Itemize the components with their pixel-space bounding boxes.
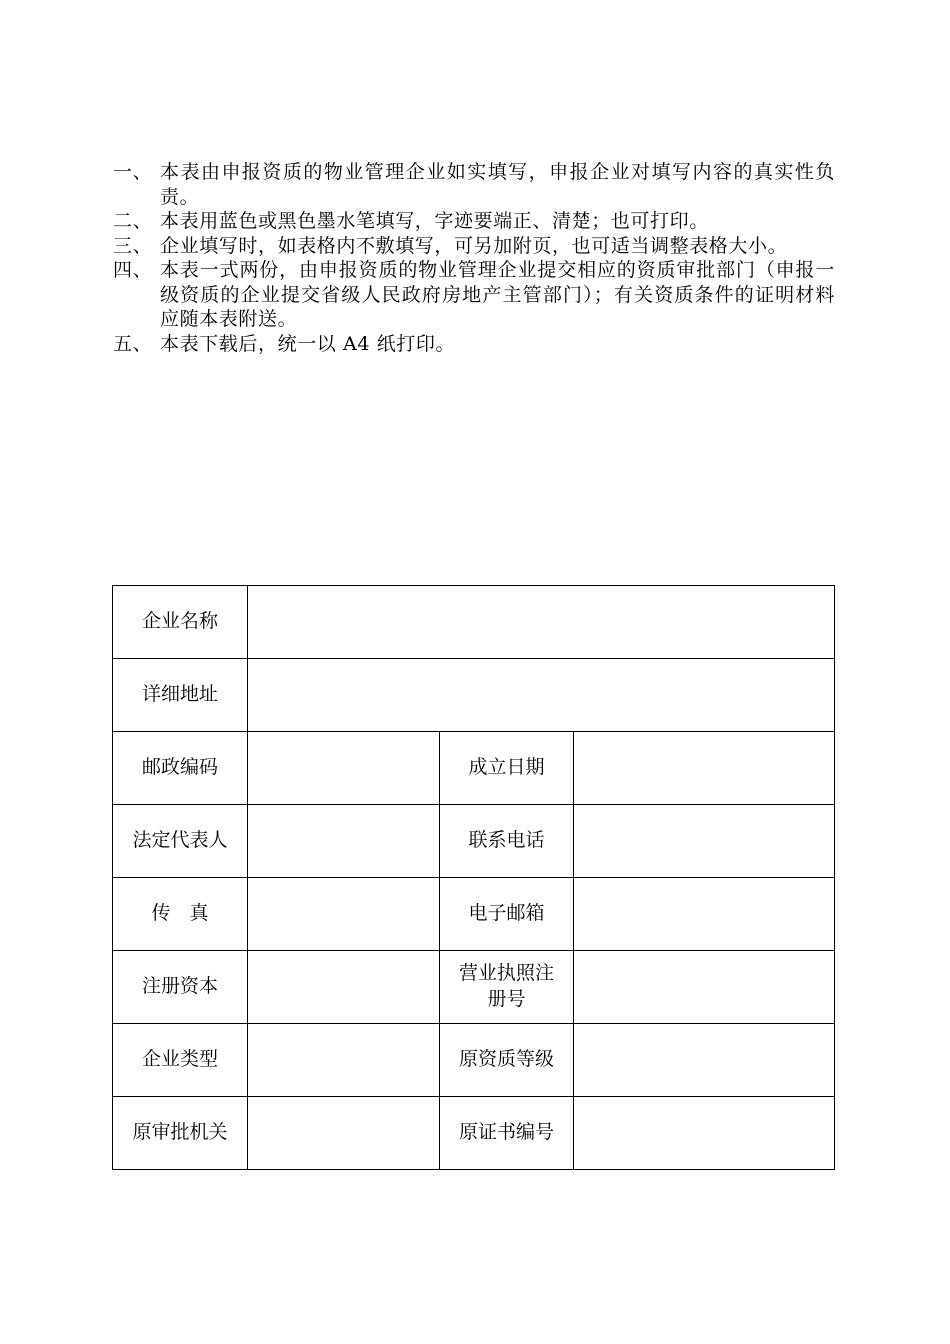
registered-capital-field[interactable] bbox=[248, 951, 440, 1024]
established-date-field[interactable] bbox=[574, 732, 835, 805]
company-type-field[interactable] bbox=[248, 1024, 440, 1097]
instruction-text: 本表用蓝色或黑色墨水笔填写，字迹要端正、清楚；也可打印。 bbox=[160, 210, 709, 232]
table-row bbox=[113, 659, 835, 732]
table-row bbox=[113, 805, 835, 878]
original-certificate-label: 原证书编号 bbox=[440, 1097, 574, 1170]
established-date-label: 成立日期 bbox=[440, 732, 574, 805]
instruction-text: 企业填写时，如表格内不敷填写，可另加附页，也可适当调整表格大小。 bbox=[160, 234, 788, 257]
legal-rep-field[interactable] bbox=[248, 805, 440, 878]
instruction-item bbox=[113, 258, 835, 332]
company-name-field[interactable] bbox=[248, 586, 835, 659]
business-license-field[interactable] bbox=[574, 951, 835, 1024]
table-row bbox=[113, 1097, 835, 1170]
phone-label: 联系电话 bbox=[440, 805, 574, 878]
table-row bbox=[113, 732, 835, 805]
original-authority-label: 原审批机关 bbox=[113, 1097, 248, 1170]
legal-rep-label: 法定代表人 bbox=[113, 805, 248, 878]
instruction-text: 本表一式两份，由申报资质的物业管理企业提交相应的资质审批部门（申报一级资质的企业提交省级人民政府房地产主管部门）；有关资质条件的证明材料应随本表附送。 bbox=[160, 259, 835, 330]
instruction-text: 本表由申报资质的物业管理企业如实填写，申报企业对填写内容的真实性负责。 bbox=[160, 161, 835, 208]
original-grade-field[interactable] bbox=[574, 1024, 835, 1097]
original-grade-label: 原资质等级 bbox=[440, 1024, 574, 1097]
table-row bbox=[113, 1024, 835, 1097]
table-row bbox=[113, 878, 835, 951]
instruction-number: 二、 bbox=[113, 210, 153, 232]
instruction-item bbox=[113, 234, 835, 259]
address-label: 详细地址 bbox=[113, 659, 248, 732]
instruction-item bbox=[113, 160, 835, 209]
company-info-table bbox=[112, 585, 835, 1170]
business-license-label: 营业执照注册号 bbox=[458, 963, 554, 1010]
instruction-number: 四、 bbox=[113, 259, 153, 281]
instruction-number: 三、 bbox=[113, 234, 153, 257]
original-certificate-field[interactable] bbox=[574, 1097, 835, 1170]
instruction-item bbox=[113, 332, 835, 357]
company-name-label: 企业名称 bbox=[113, 586, 248, 659]
instruction-number: 一、 bbox=[113, 161, 153, 183]
company-type-label: 企业类型 bbox=[113, 1024, 248, 1097]
instruction-item bbox=[113, 209, 835, 234]
fax-label: 传 真 bbox=[113, 878, 248, 951]
fax-field[interactable] bbox=[248, 878, 440, 951]
original-authority-field[interactable] bbox=[248, 1097, 440, 1170]
instructions-list bbox=[113, 160, 835, 356]
table-row bbox=[113, 586, 835, 659]
address-field[interactable] bbox=[248, 659, 835, 732]
instruction-text: 本表下载后，统一以 A4 纸打印。 bbox=[160, 332, 456, 355]
business-license-label-cell bbox=[440, 951, 574, 1024]
phone-field[interactable] bbox=[574, 805, 835, 878]
table-row bbox=[113, 951, 835, 1024]
instruction-number: 五、 bbox=[113, 332, 153, 355]
postal-code-field[interactable] bbox=[248, 732, 440, 805]
email-label: 电子邮箱 bbox=[440, 878, 574, 951]
postal-code-label: 邮政编码 bbox=[113, 732, 248, 805]
registered-capital-label: 注册资本 bbox=[113, 951, 248, 1024]
email-field[interactable] bbox=[574, 878, 835, 951]
